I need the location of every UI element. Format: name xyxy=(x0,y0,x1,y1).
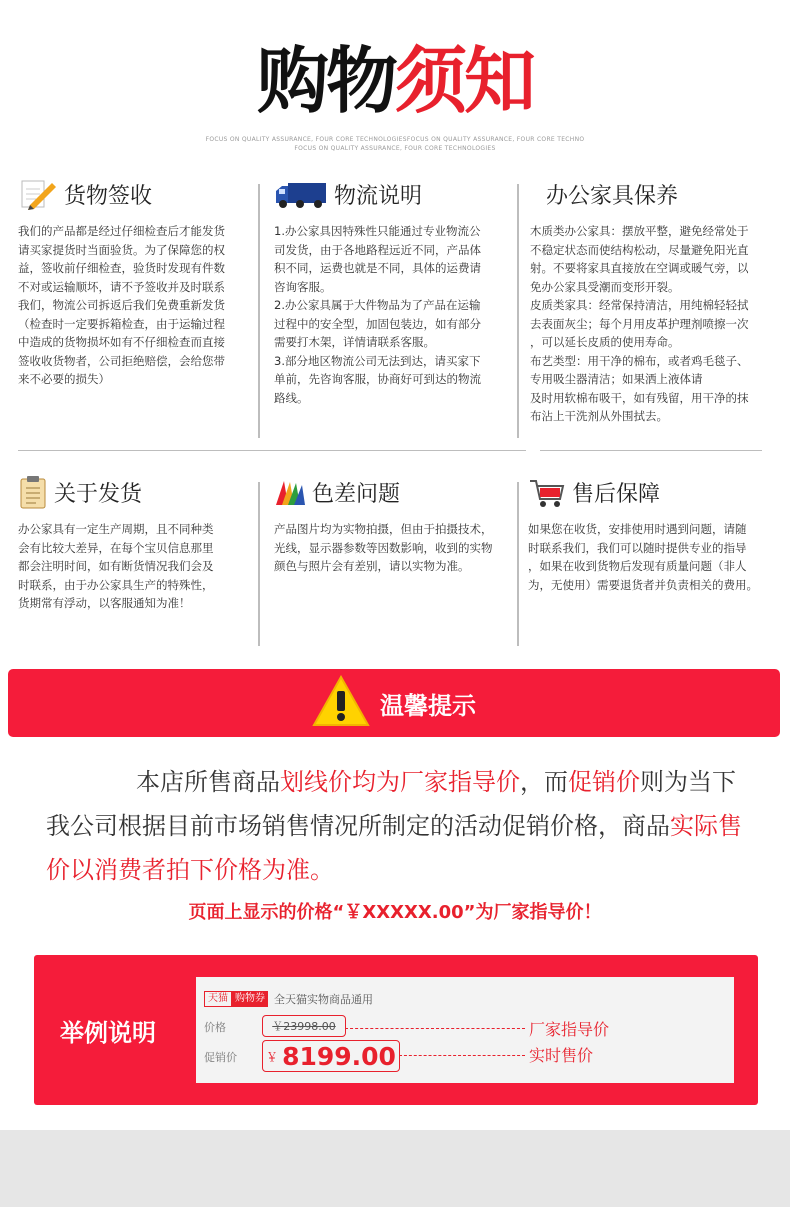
notice-text: 我公司根据目前市场销售情况所制定的活动促销价格，商品 xyxy=(46,812,670,840)
row-divider xyxy=(18,450,526,451)
text-line: 需要打木架，详情请联系客服。 xyxy=(274,335,435,349)
section-title: 色差问题 xyxy=(312,481,401,507)
section-text xyxy=(530,222,776,426)
section-color-difference xyxy=(274,472,510,576)
text-line: 不稳定状态而使结构松动，尽量避免阳光直 xyxy=(530,242,749,257)
notice-line-2 xyxy=(46,804,766,848)
promo-price-box xyxy=(262,1040,400,1072)
original-price: ￥23998.00 xyxy=(272,1020,336,1033)
notice-highlight: 实际售 xyxy=(670,812,742,840)
section-logistics xyxy=(274,174,510,407)
text-line: 颜色与照片会有差别，请以实物为准。 xyxy=(274,559,470,573)
text-line: 时联系我们，我们可以随时提供专业的指导 xyxy=(528,540,747,555)
text-line: 中造成的货物损坏如有不仔细检查而直接 xyxy=(18,335,225,349)
section-text xyxy=(274,520,510,576)
notice-text: 则为当下 xyxy=(640,768,736,796)
page-title xyxy=(0,38,790,124)
page-title-part2: 须知 xyxy=(395,39,534,123)
text-line: 1.办公家具因特殊性只能通过专业物流公 xyxy=(274,224,481,238)
text-line: ，如果在收到货物后发现有质量问题（非人 xyxy=(528,559,747,573)
tmall-badge: 天猫 xyxy=(204,991,232,1007)
text-line: ，可以延长皮质的使用寿命。 xyxy=(530,335,680,349)
section-text xyxy=(274,222,510,407)
notice-highlight: 划线价均为厂家指导价 xyxy=(280,768,520,796)
column-divider xyxy=(258,482,260,646)
text-line: 司发货，由于各地路程远近不同，产品体 xyxy=(274,242,481,257)
text-line: 布沾上干洗剂从外围拭去。 xyxy=(530,409,668,423)
text-line: 光线，显示器参数等因数影响，收到的实物 xyxy=(274,540,493,555)
text-line: 射。不要将家具直接放在空调或暖气旁，以 xyxy=(530,261,749,275)
notice-line-1 xyxy=(46,760,766,804)
promo-label: 促销价 xyxy=(204,1051,237,1064)
footer-band xyxy=(0,1130,790,1207)
text-line: 不对或运输顺坏，请不予签收并及时联系 xyxy=(18,279,225,294)
section-shipping xyxy=(18,472,248,613)
example-box xyxy=(34,955,758,1105)
text-line: 2.办公家具属于大件物品为了产品在运输 xyxy=(274,298,481,312)
section-goods-receipt xyxy=(18,174,248,389)
currency-symbol: ￥ xyxy=(266,1049,279,1064)
subtitle-line-1: FOCUS ON QUALITY ASSURANCE, FOUR CORE TECHNOLOGIESFOCUS ON QUALITY ASSURANCE, FOUR CORE TECHNO xyxy=(205,136,585,143)
warm-tip-banner xyxy=(8,669,780,737)
callout-promo: 实时售价 xyxy=(529,1046,594,1065)
text-line: 货期常有浮动，以客服通知为准！ xyxy=(18,596,191,610)
section-after-sales xyxy=(528,472,778,594)
banner-label: 温馨提示 xyxy=(380,691,476,720)
page-title-part1: 购物 xyxy=(256,39,395,123)
price-notice xyxy=(46,760,766,892)
text-line: 签收收货物者，公司拒绝赔偿，会给您带 xyxy=(18,353,225,368)
row-divider xyxy=(540,450,762,451)
callout-original: 厂家指导价 xyxy=(529,1020,610,1039)
warning-icon xyxy=(312,675,370,731)
clipboard-icon xyxy=(18,475,48,509)
subtitle-line-2: FOCUS ON QUALITY ASSURANCE, FOUR CORE TECHNOLOGIES xyxy=(294,145,496,152)
pencil-icon xyxy=(18,177,58,211)
section-title: 货物签收 xyxy=(64,183,153,209)
text-line: 产品图片均为实物拍摄，但由于拍摄技术， xyxy=(274,522,493,536)
callout-line-promo xyxy=(399,1055,525,1056)
text-line: 去表面灰尘；每个月用皮革护理剂喷擦一次 xyxy=(530,316,749,331)
section-title: 办公家具保养 xyxy=(546,183,679,209)
text-line: 专用吸尘器清洁；如果洒上液体请 xyxy=(530,372,703,386)
text-line: 3.部分地区物流公司无法到达，请买家下 xyxy=(274,353,481,368)
text-line: 会有比较大差异，在每个宝贝信息那里 xyxy=(18,540,214,555)
text-line: 办公家具有一定生产周期，且不同种类 xyxy=(18,522,214,536)
price-example-card xyxy=(196,977,734,1083)
section-furniture-care xyxy=(530,174,776,426)
text-line: 时联系，由于办公家具生产的特殊性， xyxy=(18,577,214,592)
text-line: 益，签收前仔细检查，验货时发现有件数 xyxy=(18,261,225,275)
notice-highlight: 促销价 xyxy=(568,768,640,796)
text-line: 咨询客服。 xyxy=(274,279,332,294)
coupon-row xyxy=(204,991,373,1007)
example-label: 举例说明 xyxy=(60,1019,156,1047)
text-line: 路线。 xyxy=(274,390,309,405)
original-price-box xyxy=(262,1015,346,1037)
column-divider xyxy=(517,482,519,646)
text-line: 积不同，运费也就是不同，具体的运费请 xyxy=(274,261,481,275)
text-line: 我们的产品都是经过仔细检查后才能发货 xyxy=(18,224,225,238)
price-note: 页面上显示的价格“￥XXXXX.00”为厂家指导价！ xyxy=(188,902,602,923)
column-divider xyxy=(517,184,519,438)
section-title: 物流说明 xyxy=(334,183,423,209)
promo-price: 8199.00 xyxy=(282,1041,396,1071)
section-text xyxy=(18,222,248,389)
text-line: 请买家提货时当面验货。为了保障您的权 xyxy=(18,242,225,257)
text-line: 木质类办公家具：摆放平整，避免经常处于 xyxy=(530,224,749,238)
text-line: 如果您在收货，安排使用时遇到问题，请随 xyxy=(528,522,747,536)
coupon-text: 全天猫实物商品通用 xyxy=(274,993,373,1006)
section-title: 售后保障 xyxy=(572,481,661,507)
text-line: 我们，物流公司拆返后我们免费重新发货 xyxy=(18,298,225,312)
text-line: 单前，先咨询客服，协商好可到达的物流 xyxy=(274,372,481,386)
text-line: 皮质类家具：经常保持清洁，用纯棉轻轻拭 xyxy=(530,298,749,312)
column-divider xyxy=(258,184,260,438)
text-line: 为，无使用）需要退货者并负责相关的费用。 xyxy=(528,577,758,592)
color-palette-icon xyxy=(274,475,306,509)
section-text xyxy=(18,520,248,613)
text-line: （检查时一定要拆箱检查，由于运输过程 xyxy=(18,316,225,331)
text-line: 过程中的安全型，加固包装边，如有部分 xyxy=(274,316,481,331)
notice-line-3: 价以消费者拍下价格为准。 xyxy=(46,856,334,884)
text-line: 都会注明时间，如有断货情况我们会及 xyxy=(18,559,214,573)
section-text xyxy=(528,520,778,594)
text-line: 免办公家具受潮而变形开裂。 xyxy=(530,279,680,294)
text-line: 布艺类型：用干净的棉布，或者鸡毛毯子、 xyxy=(530,353,749,368)
text-line: 及时用软棉布吸干，如有残留，用干净的抹 xyxy=(530,390,749,405)
text-line: 来不必要的损失） xyxy=(18,372,110,386)
callout-line-original xyxy=(345,1028,525,1029)
notice-text: 本店所售商品 xyxy=(136,768,280,796)
shopping-cart-icon xyxy=(528,475,566,509)
coupon-badge: 购物券 xyxy=(232,991,268,1007)
price-label: 价格 xyxy=(204,1021,226,1034)
truck-icon xyxy=(274,177,328,211)
notice-text: ，而 xyxy=(520,768,568,796)
section-title: 关于发货 xyxy=(54,481,143,507)
